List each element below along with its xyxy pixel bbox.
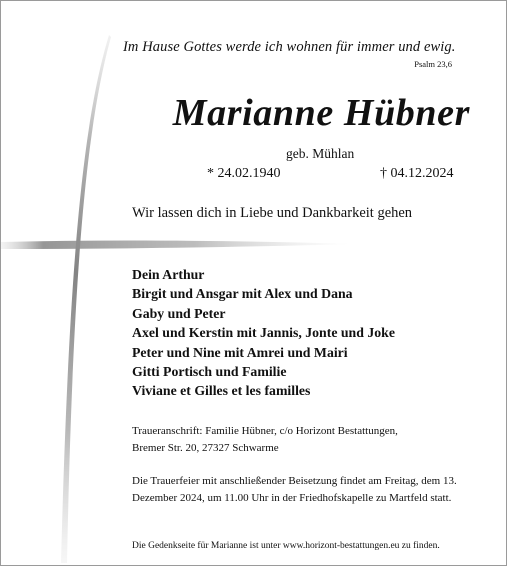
psalm-source: Psalm 23,6: [414, 59, 452, 69]
list-item: Viviane et Gilles et les familles: [132, 383, 311, 399]
mourning-address: [132, 423, 462, 457]
death-date: † 04.12.2024: [380, 166, 454, 181]
list-item: Gaby und Peter: [132, 305, 226, 321]
list-item: Dein Arthur: [132, 267, 205, 282]
birth-date: * 24.02.1940: [207, 166, 281, 181]
psalm-verse: Im Hause Gottes werde ich wohnen für immer und ewig.: [123, 39, 456, 55]
list-item: Gitti Portisch und Familie: [132, 364, 287, 380]
address-line: Bremer Str. 20, 27327 Schwarme: [132, 442, 279, 454]
list-item: Peter und Nine mit Amrei und Mairi: [132, 344, 348, 360]
birth-name: geb. Mühlan: [286, 146, 355, 161]
memorial-page-note: Die Gedenkseite für Marianne ist unter www.horizont-bestattungen.eu zu finden.: [132, 541, 440, 551]
funeral-service-notice: Die Trauerfeier mit anschließender Beisetzung findet am Freitag, dem 13. Dezember 2024, um 11.00 Uhr in der Friedhofskapelle zu Martfeld statt.: [132, 475, 457, 504]
list-item: Birgit und Ansgar mit Alex und Dana: [132, 286, 353, 302]
cross-horizontal-beam: [1, 241, 353, 249]
address-line: Traueranschrift: Familie Hübner, c/o Horizont Bestattungen,: [132, 425, 398, 437]
mourners-list: [132, 265, 395, 401]
deceased-name: Marianne Hübner: [172, 92, 470, 134]
farewell-line: Wir lassen dich in Liebe und Dankbarkeit gehen: [132, 205, 413, 221]
list-item: Axel und Kerstin mit Jannis, Jonte und Joke: [132, 325, 395, 341]
